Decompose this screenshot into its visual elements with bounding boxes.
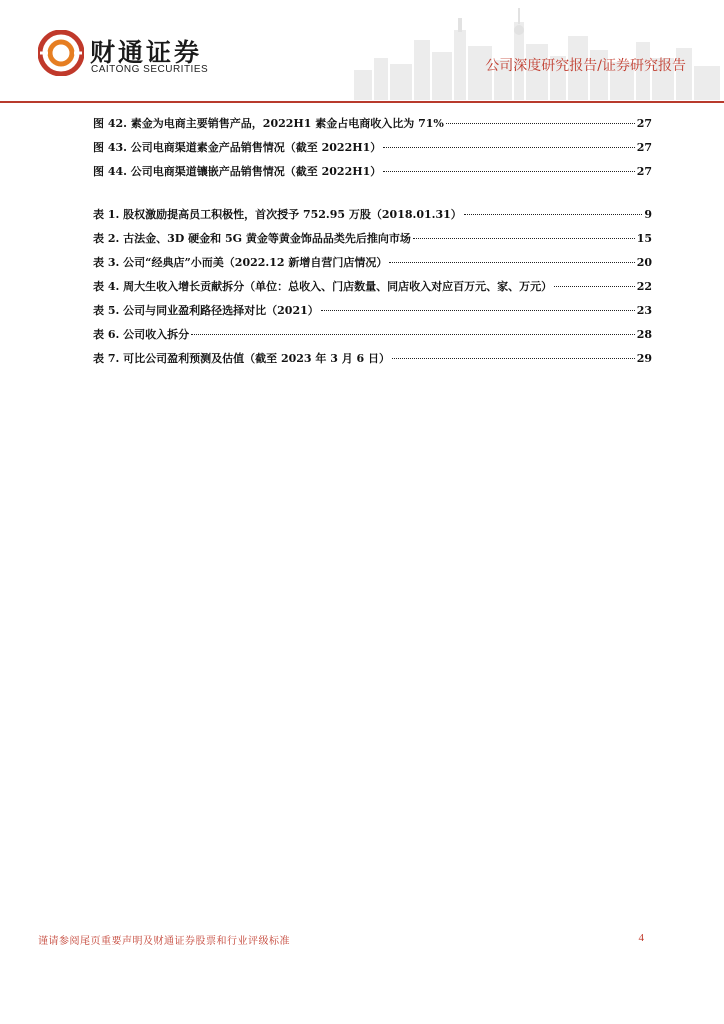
toc-entry-page: 23 [636, 304, 652, 317]
toc-leader [389, 262, 634, 263]
toc-entry-title: 图 44. 公司电商渠道镶嵌产品销售情况（截至 2022H1） [93, 165, 382, 178]
toc-entry-page: 27 [636, 117, 652, 130]
footer-disclaimer: 谨请参阅尾页重要声明及财通证券股票和行业评级标准 [38, 936, 290, 947]
toc-entry-table[interactable] [93, 350, 652, 368]
toc-entry-table[interactable] [93, 302, 652, 320]
toc-entry-page: 20 [636, 256, 652, 269]
toc-entry-title: 表 2. 古法金、3D 硬金和 5G 黄金等黄金饰品品类先后推向市场 [93, 232, 411, 245]
brand-name-en: CAITONG SECURITIES [91, 64, 209, 75]
toc-entry-figure[interactable] [93, 163, 652, 181]
toc-entry-title: 表 5. 公司与同业盈利路径选择对比（2021） [93, 304, 319, 317]
toc-leader [413, 238, 635, 239]
toc-entry-table[interactable] [93, 278, 652, 296]
toc-leader [383, 147, 634, 148]
toc-entry-page: 9 [644, 208, 652, 221]
toc-entry-table[interactable] [93, 254, 652, 272]
toc-entry-title: 图 42. 素金为电商主要销售产品，2022H1 素金占电商收入比为 71% [93, 117, 444, 130]
toc-leader [383, 171, 634, 172]
toc-entry-title: 表 4. 周大生收入增长贡献拆分（单位：总收入、门店数量、同店收入对应百万元、家、万元） [93, 280, 553, 293]
toc-entry-figure[interactable] [93, 139, 652, 157]
city-skyline-background [344, 0, 724, 100]
toc-entry-title: 图 43. 公司电商渠道素金产品销售情况（截至 2022H1） [93, 141, 382, 154]
toc-leader [321, 310, 635, 311]
toc-entry-title: 表 7. 可比公司盈利预测及估值（截至 2023 年 3 月 6 日） [93, 352, 391, 365]
toc-entry-page: 27 [636, 141, 652, 154]
toc-entry-table[interactable] [93, 230, 652, 248]
toc-leader [464, 214, 643, 215]
toc-entry-page: 22 [636, 280, 652, 293]
toc-entry-table[interactable] [93, 326, 652, 344]
brand-name-cn: 财通证券 [90, 38, 203, 67]
caitong-logo-icon [38, 30, 84, 76]
toc-leader [191, 334, 635, 335]
toc-leader [392, 358, 635, 359]
toc-entry-page: 28 [636, 328, 652, 341]
toc-leader [554, 286, 635, 287]
toc-entry-page: 15 [636, 232, 652, 245]
toc-entry-title: 表 6. 公司收入拆分 [93, 328, 190, 341]
page-number: 4 [638, 932, 644, 944]
toc-entry-figure[interactable] [93, 115, 652, 133]
report-type: 公司深度研究报告/证券研究报告 [485, 58, 686, 74]
header-rule [0, 101, 724, 103]
toc-leader [446, 123, 635, 124]
toc-entry-page: 27 [636, 165, 652, 178]
toc-entry-table[interactable] [93, 206, 652, 224]
toc-entry-title: 表 1. 股权激励提高员工积极性，首次授予 752.95 万股（2018.01.31） [93, 208, 462, 221]
page-header [0, 0, 724, 104]
toc-entry-page: 29 [636, 352, 652, 365]
toc-entry-title: 表 3. 公司“经典店”小而美（2022.12 新增自营门店情况） [93, 256, 388, 269]
